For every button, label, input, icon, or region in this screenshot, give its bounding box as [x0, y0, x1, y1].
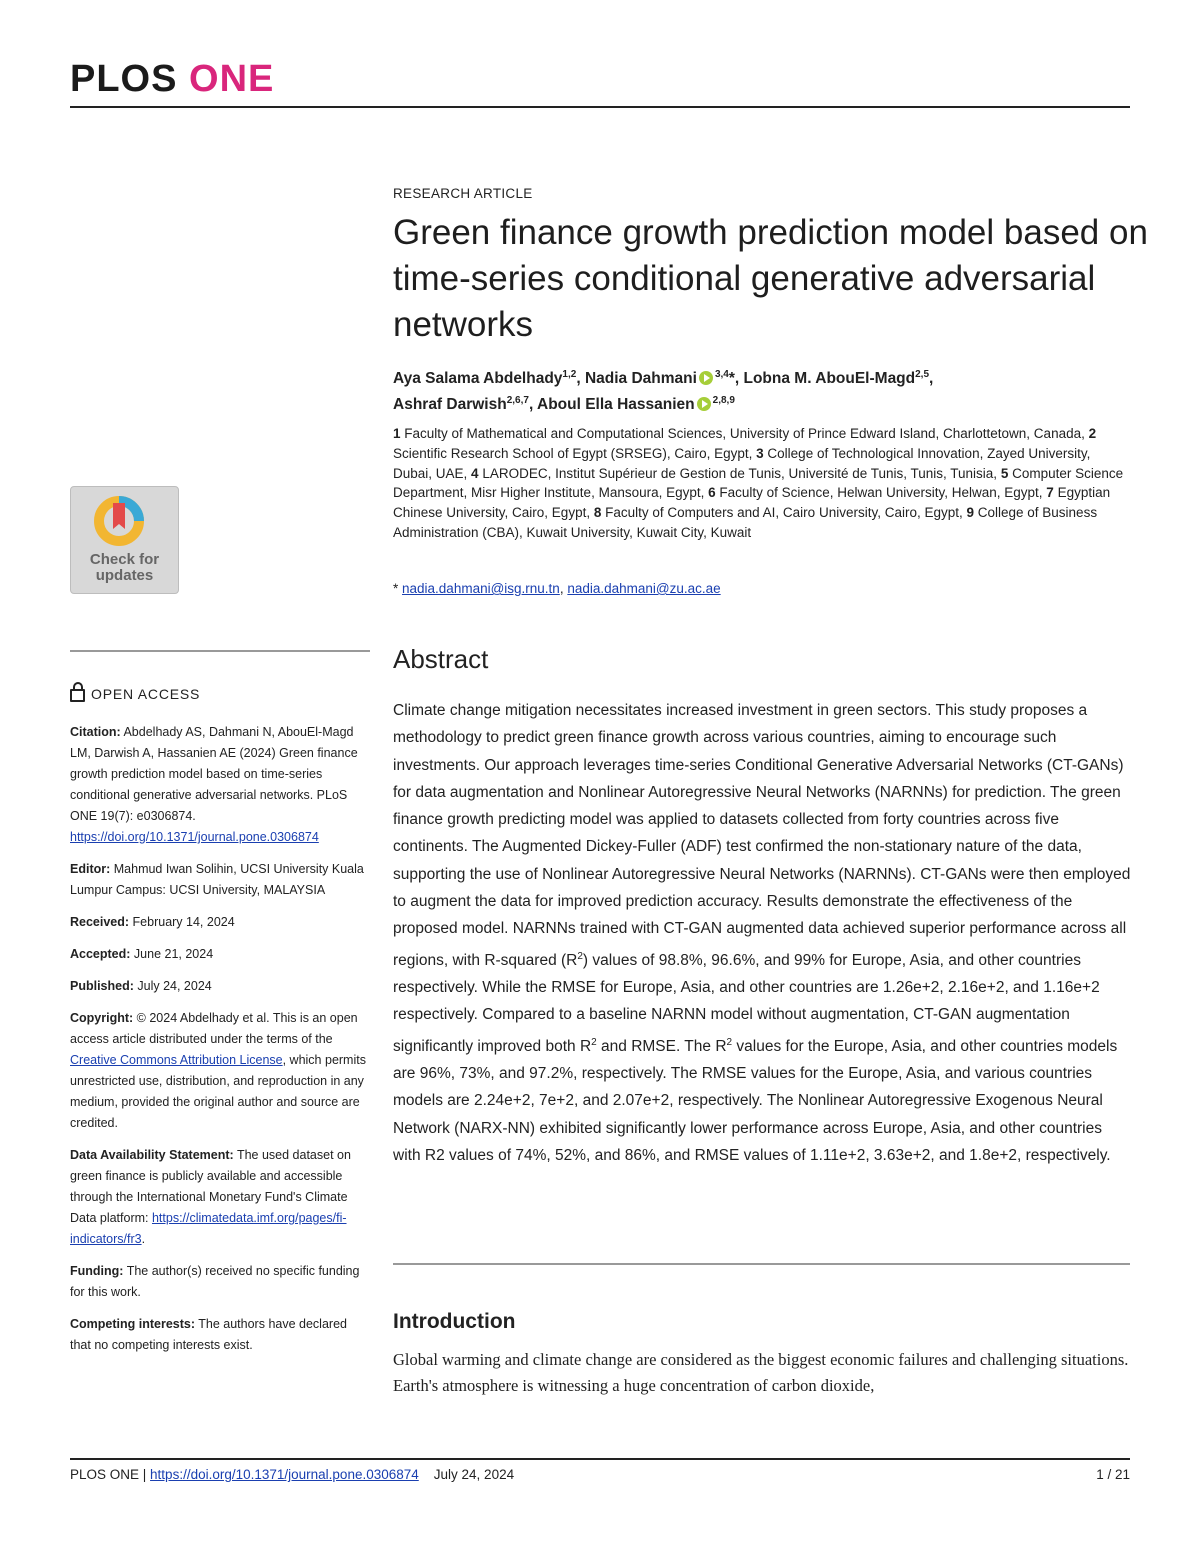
accepted-block: [70, 944, 368, 965]
affiliation-text: College of Business Administration (CBA), Kuwait University, Kuwait City, Kuwait: [393, 505, 1098, 540]
license-link[interactable]: Creative Commons Attribution License: [70, 1053, 283, 1067]
sidebar-divider: [70, 650, 370, 652]
corresponding-star: *: [393, 581, 403, 596]
article-title: Green finance growth prediction model based on time-series conditional generative adversarial networks: [393, 213, 1148, 344]
footer-divider: [70, 1458, 1130, 1460]
journal-logo: PLOS ONE: [70, 58, 275, 100]
open-lock-icon: [70, 689, 85, 702]
page-number: 1 / 21: [1096, 1467, 1130, 1482]
competing-interests-block: [70, 1314, 368, 1356]
published-block: [70, 976, 368, 997]
funding-block: [70, 1261, 368, 1303]
copyright-block: [70, 1008, 368, 1134]
author-name: Nadia Dahmani: [584, 370, 697, 388]
badge-line-1: Check for: [89, 551, 160, 568]
corresponding-author: [393, 581, 721, 596]
author-list: Aya Salama Abdelhady$^{1,2}$, Nadia Dahmani $^{3,4}$*, Lobna M. AbouEl-Magd$^{2,5}$, Ashraf Darwish$^{2,6,7}$, Aboul Ella Hassanien $^{2,8,9}$: [393, 369, 934, 414]
author-affiliation-marker: 2,5: [915, 369, 930, 380]
affiliation-text: LARODEC, Institut Supérieur de Gestion de Tunis, Université de Tunis, Tunis, Tunisia,: [478, 465, 1001, 481]
orcid-icon[interactable]: [697, 397, 711, 411]
affiliation-number: 1: [393, 426, 401, 441]
affiliation-number: 8: [593, 505, 602, 521]
affiliation-number: 4: [471, 465, 479, 481]
editor-text: Mahmud Iwan Solihin, UCSI University Kuala Lumpur Campus: UCSI University, MALAYSIA: [70, 862, 364, 897]
citation-label: Citation:: [70, 725, 121, 739]
orcid-icon[interactable]: [699, 371, 713, 385]
affiliation-number: 7: [1046, 485, 1054, 501]
badge-line-2: updates: [95, 567, 154, 584]
data-availability-link[interactable]: https://climatedata.imf.org/pages/fi-indicators/fr3: [70, 1211, 347, 1246]
abstract-divider: [393, 1263, 1130, 1265]
published-label: Published:: [70, 979, 134, 993]
citation-text: Abdelhady AS, Dahmani N, AbouEl-Magd LM, Darwish A, Hassanien AE (2024) Green finance growth prediction model based on time-series conditional generative adversarial networks. PLoS ONE 19(7): e0306874.: [70, 725, 358, 823]
article-info-sidebar: [70, 722, 368, 1367]
footer-date: July 24, 2024: [433, 1467, 515, 1482]
accepted-label: Accepted:: [70, 947, 131, 961]
page-footer: PLOS ONE | https://doi.org/10.1371/journal.pone.0306874 July 24, 2024 1 / 21: [70, 1467, 1130, 1482]
data-availability-text: The used dataset on green finance is publicly available and accessible through the International Monetary Fund's Climate Data platform:: [70, 1148, 351, 1225]
affiliation-text: Computer Science Department, Misr Higher Institute, Mansoura, Egypt,: [393, 465, 1124, 501]
affiliation-text: Faculty of Science, Helwan University, Helwan, Egypt,: [715, 485, 1047, 501]
received-label: Received:: [70, 915, 130, 929]
copyright-text: © 2024 Abdelhady et al. This is an open access article distributed under the terms of the: [70, 1011, 358, 1046]
copyright-label: Copyright:: [70, 1011, 134, 1025]
competing-interests-label: Competing interests:: [70, 1317, 196, 1331]
author-name: Aya Salama Abdelhady: [393, 370, 563, 388]
header-divider: [70, 106, 1130, 108]
footer-journal: PLOS ONE: [70, 1467, 140, 1482]
affiliation-number: 6: [708, 485, 716, 501]
introduction-heading: Introduction: [393, 1310, 516, 1333]
accepted-date: June 21, 2024: [130, 947, 214, 961]
affiliation-number: 2: [1088, 426, 1097, 441]
received-date: February 14, 2024: [129, 915, 235, 929]
email-separator: ,: [559, 581, 568, 596]
introduction-body: Global warming and climate change are considered as the biggest economic failures and challenging situations. Earth's atmosphere is witnessing a huge concentration of carbon dioxide,: [393, 1350, 1129, 1395]
open-access-label: OPEN ACCESS: [70, 686, 200, 702]
affiliation-text: Scientific Research School of Egypt (SRSEG), Cairo, Egypt,: [393, 445, 757, 461]
author-affiliation-marker: 2,8,9: [712, 395, 735, 407]
author-affiliation-marker: 3,4: [714, 369, 729, 380]
data-availability-block: Data Availability Statement: The used dataset on green finance is publicly available and accessible through the International Monetary Fund's Climate Data platform: https://climatedata.imf.org/pages/fi-indicators/fr3.: [70, 1148, 351, 1246]
author-name: Aboul Ella Hassanien: [537, 396, 695, 414]
affiliations: [393, 424, 1133, 543]
affiliation-number: 9: [966, 505, 974, 521]
affiliation-number: 5: [1000, 465, 1009, 481]
funding-label: Funding:: [70, 1264, 124, 1278]
author-name: Ashraf Darwish: [393, 396, 507, 414]
editor-label: Editor:: [70, 862, 111, 876]
author-affiliation-marker: 2,6,7: [506, 395, 529, 407]
editor-block: [70, 859, 368, 901]
citation-block: [70, 722, 368, 848]
affiliation-text: Faculty of Computers and AI, Cairo University, Cairo, Egypt,: [601, 505, 967, 521]
funding-text: The author(s) received no specific funding for this work.: [70, 1264, 360, 1299]
affiliation-text: Egyptian Chinese University, Cairo, Egypt,: [393, 485, 1111, 521]
citation-doi-link[interactable]: https://doi.org/10.1371/journal.pone.0306874: [70, 830, 319, 844]
affiliation-number: 3: [756, 445, 764, 461]
competing-interests-text: The authors have declared that no competing interests exist.: [70, 1317, 347, 1352]
check-for-updates-button[interactable]: [70, 486, 179, 594]
footer-doi-link[interactable]: https://doi.org/10.1371/journal.pone.0306874: [150, 1467, 419, 1482]
received-block: [70, 912, 368, 933]
article-type-label: RESEARCH ARTICLE: [393, 186, 533, 201]
published-date: July 24, 2024: [133, 979, 212, 993]
data-availability-label: Data Availability Statement:: [70, 1148, 234, 1162]
affiliation-text: College of Technological Innovation, Zayed University, Dubai, UAE,: [393, 445, 1091, 481]
email-link-2[interactable]: nadia.dahmani@zu.ac.ae: [567, 581, 721, 596]
author-affiliation-marker: 1,2: [562, 369, 577, 380]
author-name: Lobna M. AbouEl-Magd: [743, 370, 916, 388]
copyright-text-end: , which permits unrestricted use, distribution, and reproduction in any medium, provided the original author and source are credited.: [70, 1053, 366, 1130]
abstract-body: Climate change mitigation necessitates increased investment in green sectors. This study proposes a methodology to predict green finance growth across various countries, aiming to encourage such investments. Our approach leverages time-series Conditional Generative Adversarial Networks (CT-GANs) for data augmentation and Nonlinear Autoregressive Neural Networks (NARNNs) for prediction. The green finance growth predicting model was applied to datasets collected from forty countries across five continents. The Augmented Dickey-Fuller (ADF) test confirmed the non-stationary nature of the data, supporting the use of Nonlinear Autoregressive Neural Networks (NARNNs). CT-GANs were then employed to augment the data for improved prediction accuracy. Results demonstrate the effectiveness of the proposed model. NARNNs trained with CT-GAN augmented data achieved superior performance across all regions, with R-squared $(R^2)$ values of 98.8%, 96.6%, and 99% for Europe, Asia, and other countries respectively. While the RMSE for Europe, Asia, and other countries are 1.26e+2, 2.16e+2, and 1.16e+2 respectively. Compared to a baseline NARNN model without augmentation, CT-GAN augmentation significantly improved both $R^2$ and RMSE. The $R^2$ values for the Europe, Asia, and other countries models are 96%, 73%, and 97.2%, respectively. The RMSE values for the Europe, Asia, and various countries models are 2.24e+2, 7e+2, and 2.07e+2, respectively. The Nonlinear Autoregressive Exogenous Neural Network (NARX-NN) exhibited significantly lower performance across Europe, Asia, and other countries with R2 values of 74%, 52%, and 86%, and RMSE values of 1.11e+2, 3.63e+2, and 1.8e+2, respectively.: [393, 702, 1131, 1165]
crossmark-icon: [93, 495, 145, 547]
affiliation-text: Faculty of Mathematical and Computational Sciences, University of Prince Edward Island, Charlottetown, Canada,: [400, 426, 1089, 441]
email-link-1[interactable]: nadia.dahmani@isg.rnu.tn: [402, 581, 560, 596]
abstract-heading: Abstract: [393, 644, 489, 674]
